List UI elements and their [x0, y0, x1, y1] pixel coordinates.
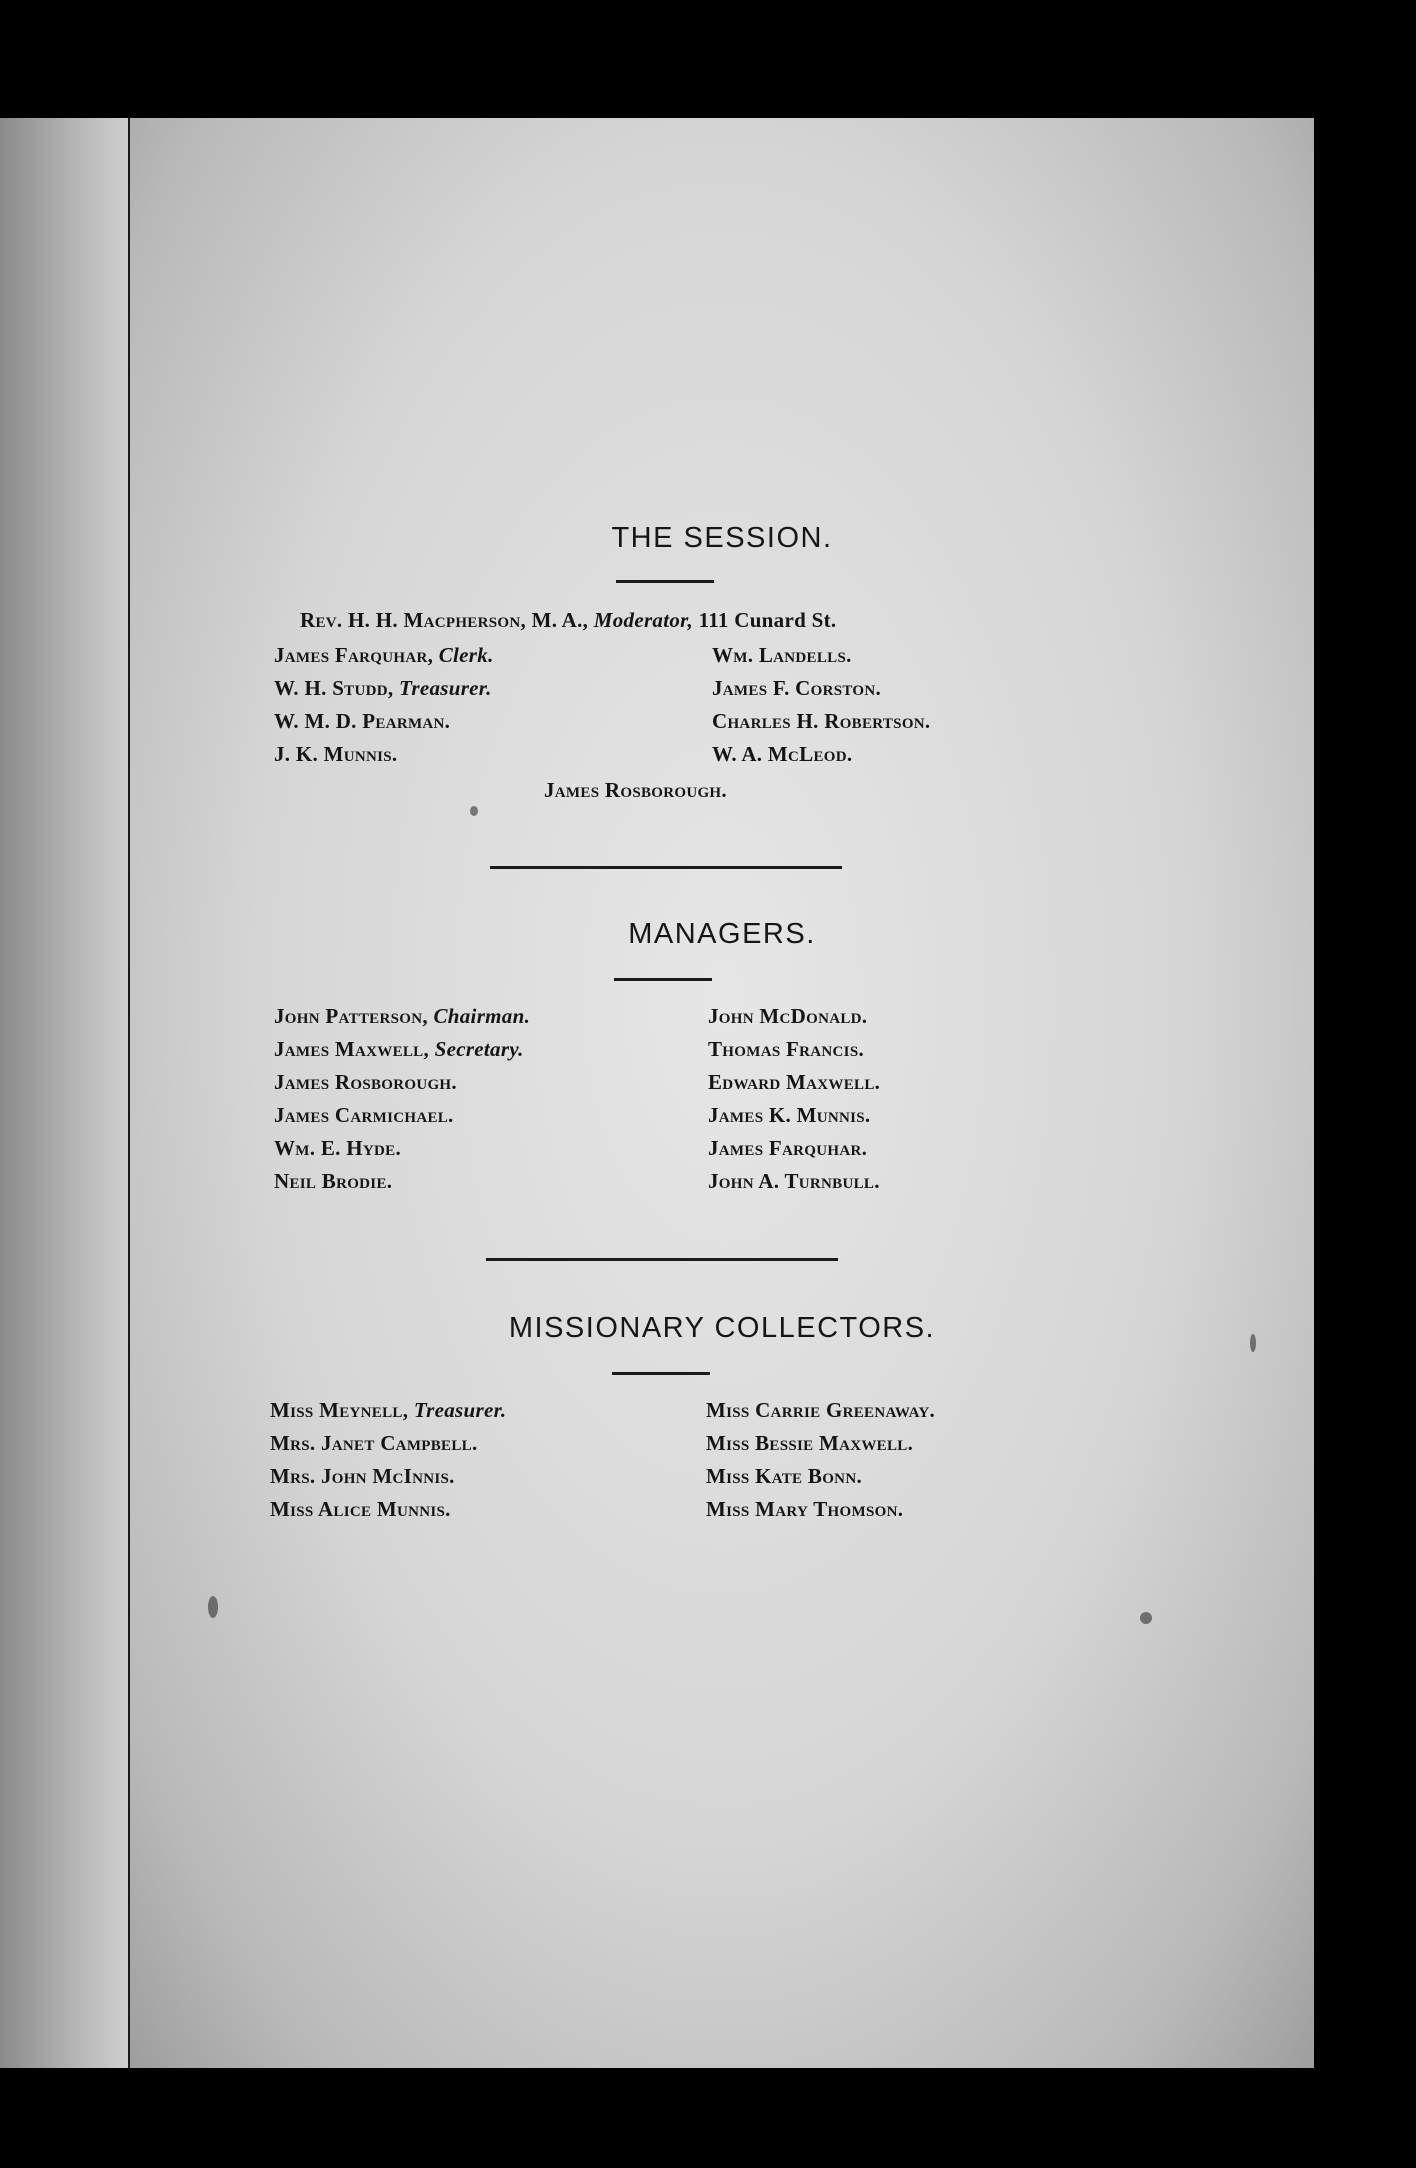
- collectors-left-0: Miss Meynell, Treasurer.: [270, 1398, 507, 1422]
- collectors-left-2: Mrs. John McInnis.: [270, 1464, 455, 1488]
- ink-speck: [470, 806, 478, 816]
- session-left-2: W. M. D. Pearman.: [274, 709, 451, 733]
- managers-left-5: Neil Brodie.: [274, 1169, 393, 1193]
- collectors-left-1: Mrs. Janet Campbell.: [270, 1431, 478, 1455]
- collectors-right-3: Miss Mary Thomson.: [706, 1497, 904, 1521]
- collectors-right-2: Miss Kate Bonn.: [706, 1464, 862, 1488]
- session-left-0: James Farquhar, Clerk.: [274, 643, 494, 667]
- collectors-right-0: Miss Carrie Greenaway.: [706, 1398, 936, 1422]
- session-right-0: Wm. Landells.: [712, 643, 852, 667]
- managers-right-2: Edward Maxwell.: [708, 1070, 881, 1094]
- session-right-1: James F. Corston.: [712, 676, 882, 700]
- session-last: James Rosborough.: [544, 778, 727, 802]
- collectors-heading: MISSIONARY COLLECTORS.: [508, 1312, 936, 1344]
- managers-right-5: John A. Turnbull.: [708, 1169, 880, 1193]
- session-right-3: W. A. McLeod.: [712, 742, 853, 766]
- moderator-role: Moderator,: [593, 608, 694, 632]
- managers-divider: [486, 1258, 838, 1261]
- document-page: [130, 118, 1314, 2068]
- moderator-address: 111 Cunard St.: [698, 608, 837, 632]
- collectors-right-1: Miss Bessie Maxwell.: [706, 1431, 914, 1455]
- managers-heading: MANAGERS.: [628, 918, 816, 950]
- managers-left-4: Wm. E. Hyde.: [274, 1136, 402, 1160]
- session-moderator-line: [300, 608, 836, 633]
- managers-right-1: Thomas Francis.: [708, 1037, 865, 1061]
- ink-speck: [1140, 1612, 1152, 1624]
- session-left-1: W. H. Studd, Treasurer.: [274, 676, 492, 700]
- session-short-rule: [616, 580, 714, 583]
- facing-page-edge: [0, 118, 128, 2068]
- managers-short-rule: [614, 978, 712, 981]
- collectors-left-3: Miss Alice Munnis.: [270, 1497, 451, 1521]
- session-heading: THE SESSION.: [611, 522, 833, 554]
- session-right-2: Charles H. Robertson.: [712, 709, 931, 733]
- ink-speck: [208, 1596, 218, 1618]
- managers-left-3: James Carmichael.: [274, 1103, 454, 1127]
- managers-left-0: John Patterson, Chairman.: [274, 1004, 531, 1028]
- managers-left-2: James Rosborough.: [274, 1070, 457, 1094]
- managers-right-4: James Farquhar.: [708, 1136, 868, 1160]
- session-divider: [490, 866, 842, 869]
- session-left-3: J. K. Munnis.: [274, 742, 398, 766]
- collectors-short-rule: [612, 1372, 710, 1375]
- moderator-name: Rev. H. H. Macpherson, M. A.,: [300, 608, 589, 632]
- managers-right-3: James K. Munnis.: [708, 1103, 871, 1127]
- managers-left-1: James Maxwell, Secretary.: [274, 1037, 524, 1061]
- managers-right-0: John McDonald.: [708, 1004, 868, 1028]
